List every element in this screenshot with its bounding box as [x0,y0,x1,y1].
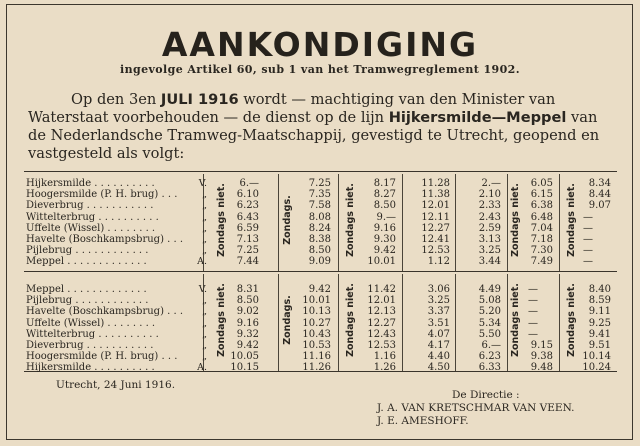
station-arr-dep-mark: A. [197,256,207,268]
station-label: Meppel . . . . . . . . . . . . . [26,256,147,268]
time-cell: 9.41 [588,328,611,340]
time-cell: 10.24 [582,362,611,374]
signatory-2: J. E. AMESHOFF. [377,415,469,427]
time-cell: 6.23 [478,351,501,363]
station-arr-dep-mark: „ [202,340,207,351]
time-cell: 9.02 [236,306,259,318]
time-cell: 9.09 [308,256,331,268]
service-note: Zondags. [282,195,293,245]
time-cell: 8.24 [308,222,331,234]
time-cell: — [528,328,538,340]
time-cell: 7.49 [530,256,553,268]
time-cell: — [528,284,538,295]
time-cell: 7.18 [530,234,553,245]
time-cell: 6.33 [478,362,501,374]
signatory-1: J. A. VAN KRETSCHMAR VAN VEEN. [377,402,575,414]
time-cell: 5.50 [478,328,501,340]
time-cell: — [583,211,593,223]
column-divider [278,274,279,371]
time-cell: 11.26 [302,362,331,374]
time-cell: 12.41 [421,234,450,245]
place-date: Utrecht, 24 Juni 1916. [56,379,176,391]
time-cell: — [528,317,538,329]
time-cell: 5.34 [478,317,501,329]
station-name [26,212,212,224]
service-note: Zondags niet. [345,283,356,357]
time-cell: 9.25 [588,317,611,329]
service-note: Zondags niet. [345,183,356,257]
time-cell: 7.44 [236,256,259,268]
station-name [26,256,212,268]
time-cell: 6.— [239,178,259,189]
time-cell: 1.26 [373,362,396,374]
time-cell: 7.30 [530,245,553,257]
intro-line-2 [28,109,597,127]
time-cell: 5.20 [478,306,501,318]
table-rule [24,171,617,172]
station-arr-dep-mark: V. [198,284,207,295]
station-arr-dep-mark: „ [202,189,207,201]
station-label: Wittelterbrug . . . . . . . . . . [26,211,159,223]
time-cell: 9.42 [308,284,331,295]
time-cell: 8.38 [308,234,331,245]
time-cell: 5.08 [478,295,501,307]
station-arr-dep-mark: „ [202,211,207,223]
service-note: Zondags niet. [566,183,577,257]
station-label: Pijlebrug . . . . . . . . . . . . [26,245,149,257]
time-cell: 9.42 [373,245,396,257]
station-label: Hijkersmilde . . . . . . . . . . [26,362,155,374]
time-cell: 10.01 [367,256,396,268]
station-name [26,329,212,341]
time-cell: 7.35 [308,189,331,201]
station-name [26,189,212,201]
column-divider [402,174,403,271]
time-cell: 8.31 [236,284,259,295]
column-divider [338,274,339,371]
time-cell: 2.43 [478,211,501,223]
intro-line-3: de Nederlandsche Tramweg-Maatschappij, gevestigd te Utrecht, geopend en [28,127,600,144]
time-cell: 6.23 [236,200,259,212]
station-label: Pijlebrug . . . . . . . . . . . . [26,295,149,307]
station-name [26,362,212,374]
time-cell: — [583,245,593,257]
column-divider [338,174,339,271]
station-label: Hijkersmilde . . . . . . . . . . [26,178,155,189]
time-cell: 8.50 [373,200,396,212]
station-arr-dep-mark: „ [202,328,207,340]
station-name [26,351,212,363]
directie-label: De Directie : [452,389,520,401]
station-arr-dep-mark: „ [202,351,207,363]
page-subtitle: ingevolge Artikel 60, sub 1 van het Tramwegreglement 1902. [120,63,520,76]
time-cell: 12.01 [421,200,450,212]
time-cell: 1.16 [373,351,396,363]
time-cell: 9.48 [530,362,553,374]
column-divider [278,174,279,271]
time-cell: 6.59 [236,222,259,234]
intro-line-4: vastgesteld als volgt: [28,145,185,162]
intro-date: JULI 1916 [160,91,239,108]
time-cell: 6.38 [530,200,553,212]
column-divider [507,274,508,371]
time-cell: 2.33 [478,200,501,212]
station-label: Uffelte (Wissel) . . . . . . . . [26,317,156,329]
time-cell: 6.48 [530,211,553,223]
time-cell: 8.50 [236,295,259,307]
time-cell: 9.16 [236,317,259,329]
station-arr-dep-mark: „ [202,222,207,234]
table-rule [24,271,617,272]
time-cell: 3.06 [427,284,450,295]
service-note: Zondags. [282,295,293,345]
time-cell: 7.04 [530,222,553,234]
time-cell: 12.53 [421,245,450,257]
time-cell: 3.51 [427,317,450,329]
time-cell: 8.27 [373,189,396,201]
time-cell: 3.37 [427,306,450,318]
service-note: Zondags niet. [566,283,577,357]
column-divider [507,174,508,271]
intro-text: wordt — machtiging van den Minister van [238,91,556,108]
time-cell: 4.17 [427,340,450,351]
time-cell: 11.42 [367,284,396,295]
time-cell: — [583,256,593,268]
time-cell: 8.34 [588,178,611,189]
service-note: Zondags niet. [216,183,227,257]
time-cell: 9.15 [530,340,553,351]
time-cell: 8.17 [373,178,396,189]
time-cell: 8.40 [588,284,611,295]
time-cell: 10.01 [302,295,331,307]
time-cell: 3.44 [478,256,501,268]
time-cell: 9.07 [588,200,611,212]
time-cell: 9.42 [236,340,259,351]
service-note: Zondags niet. [216,283,227,357]
time-cell: 8.59 [588,295,611,307]
station-name [26,295,212,307]
station-arr-dep-mark: A. [197,362,207,374]
time-cell: 11.16 [302,351,331,363]
time-cell: 6.05 [530,178,553,189]
time-cell: — [528,306,538,318]
time-cell: 8.50 [308,245,331,257]
station-name [26,340,212,352]
time-cell: 12.43 [367,328,396,340]
time-cell: 6.15 [530,189,553,201]
time-cell: 9.51 [588,340,611,351]
station-name [26,318,212,330]
station-label: Dieverbrug . . . . . . . . . . . [26,200,154,212]
time-cell: 9.30 [373,234,396,245]
time-cell: 9.— [376,211,396,223]
station-label: Hoogersmilde (P. H. brug) . . . [26,351,178,363]
time-cell: 7.25 [236,245,259,257]
column-divider [402,274,403,371]
station-arr-dep-mark: „ [202,234,207,245]
time-cell: 3.25 [427,295,450,307]
time-cell: 6.43 [236,211,259,223]
time-cell: 8.44 [588,189,611,201]
time-cell: 8.08 [308,211,331,223]
time-cell: 12.27 [421,222,450,234]
time-cell: 9.32 [236,328,259,340]
station-arr-dep-mark: „ [202,295,207,307]
time-cell: 1.12 [427,256,450,268]
time-cell: 10.27 [302,317,331,329]
time-cell: — [528,295,538,307]
time-cell: 9.16 [373,222,396,234]
intro-text: van [566,109,598,126]
station-name [26,200,212,212]
page-title: AANKONDIGING [161,25,479,64]
column-divider [455,174,456,271]
time-cell: — [583,234,593,245]
station-label: Wittelterbrug . . . . . . . . . . [26,328,159,340]
time-cell: 11.38 [421,189,450,201]
time-cell: 12.13 [367,306,396,318]
column-divider [559,174,560,271]
intro-text: Waterstaat voorbehouden — de dienst op de lijn [28,109,389,126]
time-cell: 12.01 [367,295,396,307]
station-label: Hoogersmilde (P. H. brug) . . . [26,189,178,201]
time-cell: 4.07 [427,328,450,340]
time-cell: 2.59 [478,222,501,234]
station-label: Uffelte (Wissel) . . . . . . . . [26,222,156,234]
time-cell: 4.50 [427,362,450,374]
time-cell: 12.11 [421,211,450,223]
time-cell: 7.58 [308,200,331,212]
time-cell: 7.25 [308,178,331,189]
time-cell: 11.28 [421,178,450,189]
station-name [26,306,212,318]
station-label: Dieverbrug . . . . . . . . . . . [26,340,154,351]
station-label: Havelte (Boschkampsbrug) . . . [26,306,184,318]
station-name [26,245,212,257]
station-arr-dep-mark: „ [202,306,207,318]
station-name [26,178,212,190]
time-cell: 12.27 [367,317,396,329]
station-arr-dep-mark: V. [198,178,207,189]
station-name [26,284,212,296]
station-label: Meppel . . . . . . . . . . . . . [26,284,147,295]
time-cell: 6.10 [236,189,259,201]
time-cell: 2.— [481,178,501,189]
time-cell: 3.25 [478,245,501,257]
time-cell: 9.38 [530,351,553,363]
time-cell: 7.13 [236,234,259,245]
station-name [26,234,212,246]
column-divider [455,274,456,371]
time-cell: 4.49 [478,284,501,295]
station-name [26,223,212,235]
intro-route: Hijkersmilde—Meppel [388,109,567,126]
column-divider [559,274,560,371]
intro-text: Op den 3en [71,91,161,108]
time-cell: 4.40 [427,351,450,363]
service-note: Zondags niet. [510,283,521,357]
service-note: Zondags niet. [510,183,521,257]
time-cell: 10.53 [302,340,331,351]
time-cell: 6.— [481,340,501,351]
station-label: Havelte (Boschkampsbrug) . . . [26,234,184,245]
station-arr-dep-mark: „ [202,317,207,329]
station-arr-dep-mark: „ [202,245,207,257]
station-arr-dep-mark: „ [202,200,207,212]
time-cell: 9.11 [588,306,611,318]
time-cell: 10.13 [302,306,331,318]
time-cell: 12.53 [367,340,396,351]
time-cell: 10.43 [302,328,331,340]
time-cell: 10.14 [582,351,611,363]
time-cell: — [583,222,593,234]
time-cell: 3.13 [478,234,501,245]
time-cell: 10.05 [230,351,259,363]
intro-line-1 [71,91,555,109]
time-cell: 10.15 [230,362,259,374]
time-cell: 2.10 [478,189,501,201]
